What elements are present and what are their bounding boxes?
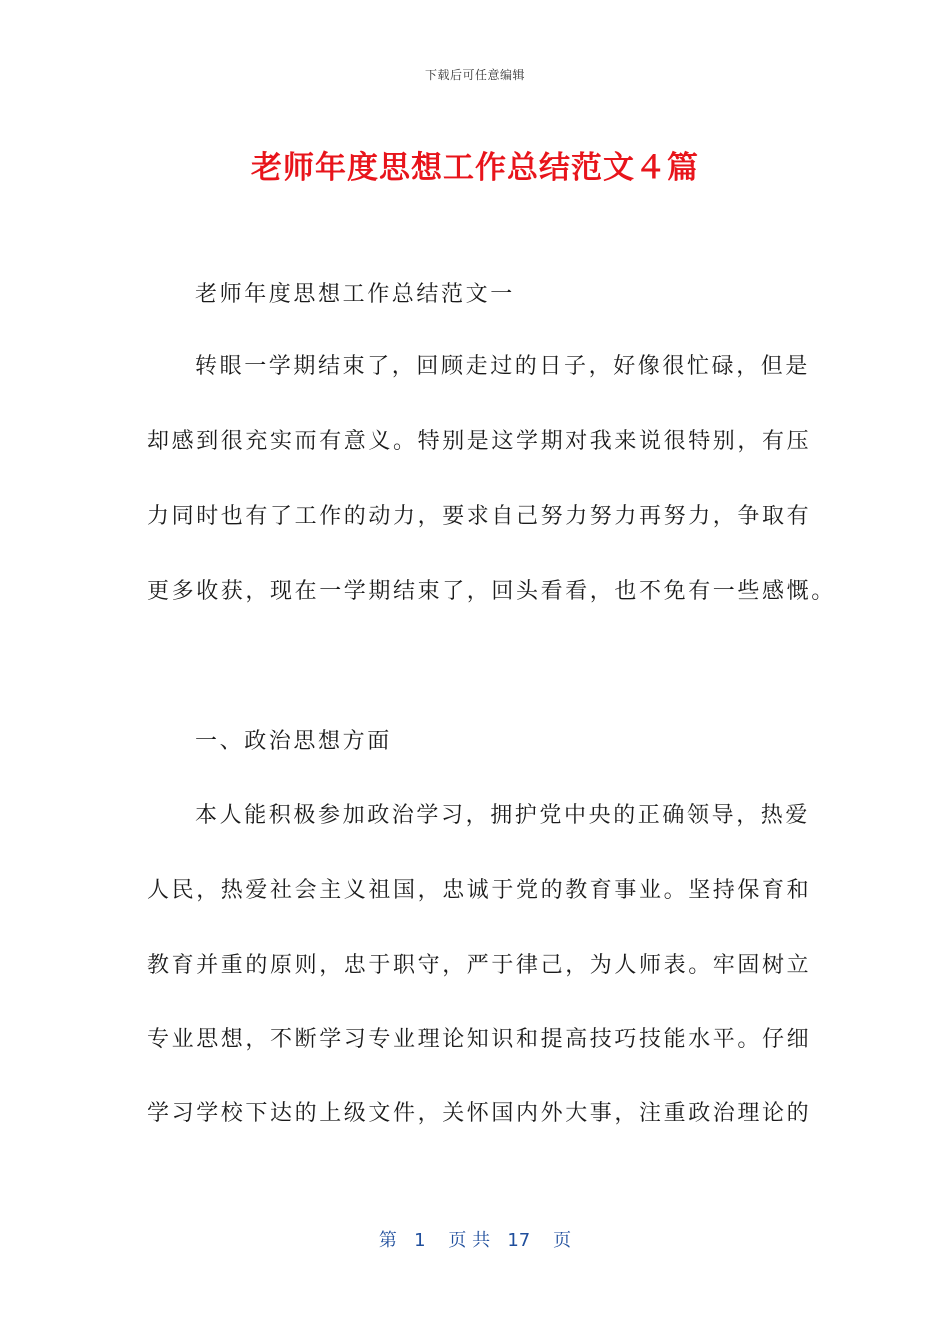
paragraph-line: 专业思想，不断学习专业理论知识和提高技巧技能水平。仔细 (147, 1027, 812, 1052)
paragraph-line: 力同时也有了工作的动力，要求自己努力努力再努力，争取有 (147, 504, 812, 529)
paragraph-line: 转眼一学期结束了，回顾走过的日子，好像很忙碌，但是 (195, 354, 811, 379)
header-note: 下载后可任意编辑 (424, 68, 525, 82)
page-footer (0, 1226, 950, 1252)
footer-page-number: 1 (414, 1230, 426, 1251)
footer-page-prefix: 第 (378, 1230, 397, 1251)
paragraph-line: 教育并重的原则，忠于职守，严于律己，为人师表。牢固树立 (147, 953, 812, 978)
footer-page-suffix: 页 (553, 1230, 572, 1251)
paragraph-line: 人民，热爱社会主义祖国，忠诚于党的教育事业。坚持保育和 (147, 878, 812, 903)
paragraph-line: 更多收获，现在一学期结束了，回头看看，也不免有一些感慨。 (147, 579, 836, 604)
section-heading-1: 老师年度思想工作总结范文一 (195, 282, 515, 307)
paragraph-line: 学习学校下达的上级文件，关怀国内外大事，注重政治理论的 (147, 1101, 812, 1126)
paragraph-line: 却感到很充实而有意义。特别是这学期对我来说很特别，有压 (147, 429, 812, 454)
paragraph-line: 本人能积极参加政治学习，拥护党中央的正确领导，热爱 (195, 803, 811, 828)
footer-page-total: 17 (507, 1230, 531, 1251)
document-title: 老师年度思想工作总结范文４篇 (251, 150, 699, 186)
section-heading-2: 一、政治思想方面 (195, 729, 392, 754)
footer-page-middle: 页 共 (448, 1230, 491, 1251)
